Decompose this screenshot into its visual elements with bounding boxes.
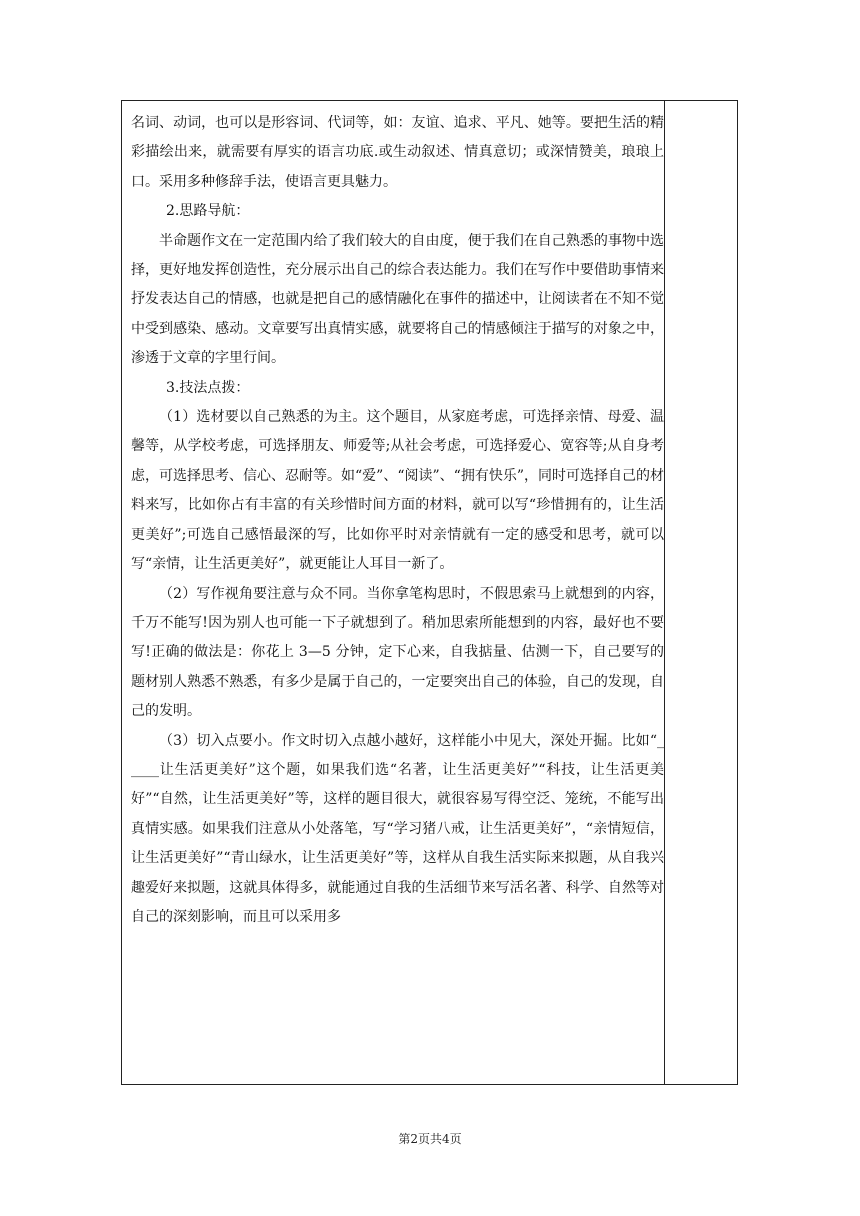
column-divider xyxy=(664,101,665,1084)
document-table xyxy=(121,100,738,1085)
paragraph-approach: 半命题作文在一定范围内给了我们较大的自由度，便于我们在自己熟悉的事物中选择，更好地发挥创造性，充分展示出自己的综合表达能力。我们在写作中要借助事情来抒发表达自己的情感，也就是把自己的感情融化在事件的描述中，让阅读者在不知不觉中受到感染、感动。文章要写出真情实感，就要将自己的情感倾注于描写的对象之中，渗透于文章的字里行间。 xyxy=(131,232,664,367)
paragraph-tip-1: （1）选材要以自己熟悉的为主。这个题目，从家庭考虑，可选择亲情、母爱、温馨等，从学校考虑，可选择朋友、师爱等;从社会考虑，可选择爱心、宽容等;从自身考虑，可选择思考、信心、忍耐等。如“爱”、“阅读”、“拥有快乐”，同时可选择自己的材料来写，比如你占有丰富的有关珍惜时间方面的材料，就可以写“珍惜拥有的，让生活更美好”;可选自己感悟最深的写，比如你平时对亲情就有一定的感受和思考，就可以写“亲情，让生活更美好”，就更能让人耳目一新了。 xyxy=(131,409,664,573)
paragraph-tip-2: （2）写作视角要注意与众不同。当你拿笔构思时，不假思索马上就想到的内容，千万不能写!因为别人也可能一下子就想到了。稍加思索所能想到的内容，最好也不要写!正确的做法是：你花上 3—5 分钟，定下心来，自我掂量、估测一下，自己要写的题材别人熟悉不熟悉，有多少是属于自己的，一定要突出自己的体验，自己的发现，自己的发明。 xyxy=(131,585,664,720)
paragraph-language: 名词、动词，也可以是形容词、代词等，如：友谊、追求、平凡、她等。要把生活的精彩描绘出来，就需要有厚实的语言功底.或生动叙述、情真意切；或深情赞美，琅琅上口。采用多种修辞手法，使语言更具魅力。 xyxy=(131,115,664,190)
page-number: 第2页共4页 xyxy=(398,1132,462,1146)
content-cell xyxy=(122,101,664,1084)
paragraph-tip-3: （3）切入点要小。作文时切入点越小越好，这样能小中见大，深处开掘。比如“_____让生活更美好”这个题，如果我们选“名著，让生活更美好”“科技，让生活更美好”“自然，让生活更美好”等，这样的题目很大，就很容易写得空泛、笼统，不能写出真情实感。如果我们注意从小处落笔，写“学习猪八戒，让生活更美好”，“亲情短信，让生活更美好”“青山绿水，让生活更美好”等，这样从自我生活实际来拟题，从自我兴趣爱好来拟题，这就具体得多，就能通过自我的生活细节来写活名著、科学、自然等对自己的深刻影响，而且可以采用多 xyxy=(131,732,664,925)
heading-technique-tips: 3.技法点拨： xyxy=(166,379,250,396)
heading-approach-guide: 2.思路导航： xyxy=(166,203,250,220)
